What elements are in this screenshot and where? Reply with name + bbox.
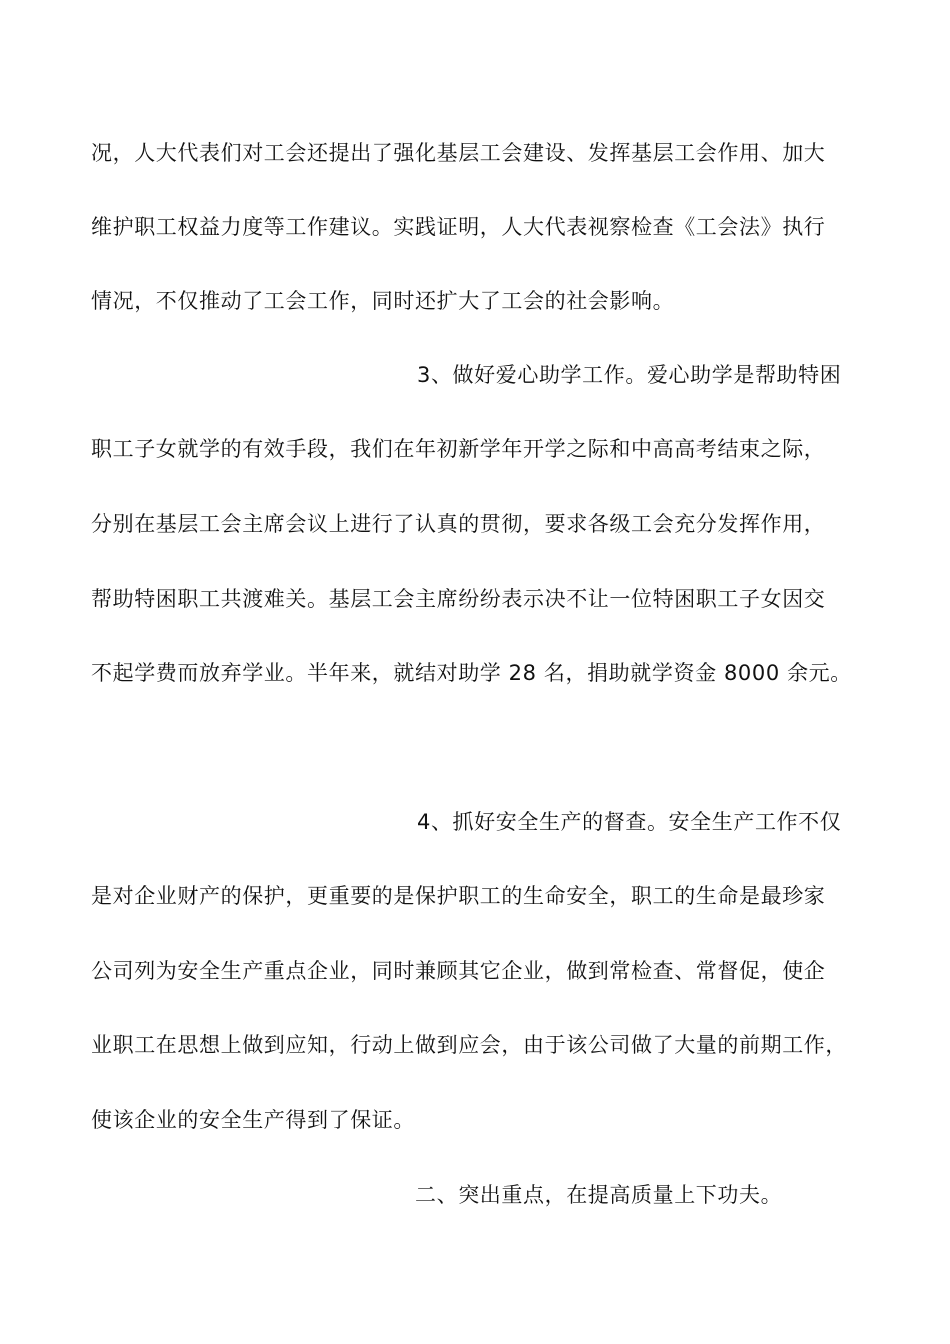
paragraph-line-6: 分别在基层工会主席会议上进行了认真的贯彻，要求各级工会充分发挥作用， — [91, 512, 826, 536]
section-2-heading: 二、突出重点，在提高质量上下功夫。 — [415, 1183, 783, 1207]
paragraph-line-1: 况，人大代表们对工会还提出了强化基层工会建设、发挥基层工会作用、加大 — [91, 141, 826, 165]
paragraph-line-2: 维护职工权益力度等工作建议。实践证明，人大代表视察检查《工会法》执行 — [91, 215, 826, 239]
paragraph-line-12: 业职工在思想上做到应知，行动上做到应会，由于该公司做了大量的前期工作， — [91, 1033, 847, 1057]
section-4-heading-line: 4、抓好安全生产的督查。安全生产工作不仅 — [417, 810, 842, 834]
paragraph-line-13: 使该企业的安全生产得到了保证。 — [91, 1108, 415, 1132]
paragraph-line-3: 情况，不仅推动了工会工作，同时还扩大了工会的社会影响。 — [91, 289, 675, 313]
section-3-heading-line: 3、做好爱心助学工作。爱心助学是帮助特困 — [417, 363, 842, 387]
paragraph-line-7: 帮助特困职工共渡难关。基层工会主席纷纷表示决不让一位特困职工子女因交 — [91, 587, 826, 611]
paragraph-line-5: 职工子女就学的有效手段，我们在年初新学年开学之际和中高高考结束之际， — [91, 437, 826, 461]
paragraph-line-11: 公司列为安全生产重点企业，同时兼顾其它企业，做到常检查、常督促，使企 — [91, 959, 826, 983]
paragraph-line-8: 不起学费而放弃学业。半年来，就结对助学 28 名，捐助就学资金 8000 余元。 — [91, 661, 852, 685]
paragraph-line-10: 是对企业财产的保护，更重要的是保护职工的生命安全，职工的生命是最珍家 — [91, 884, 826, 908]
